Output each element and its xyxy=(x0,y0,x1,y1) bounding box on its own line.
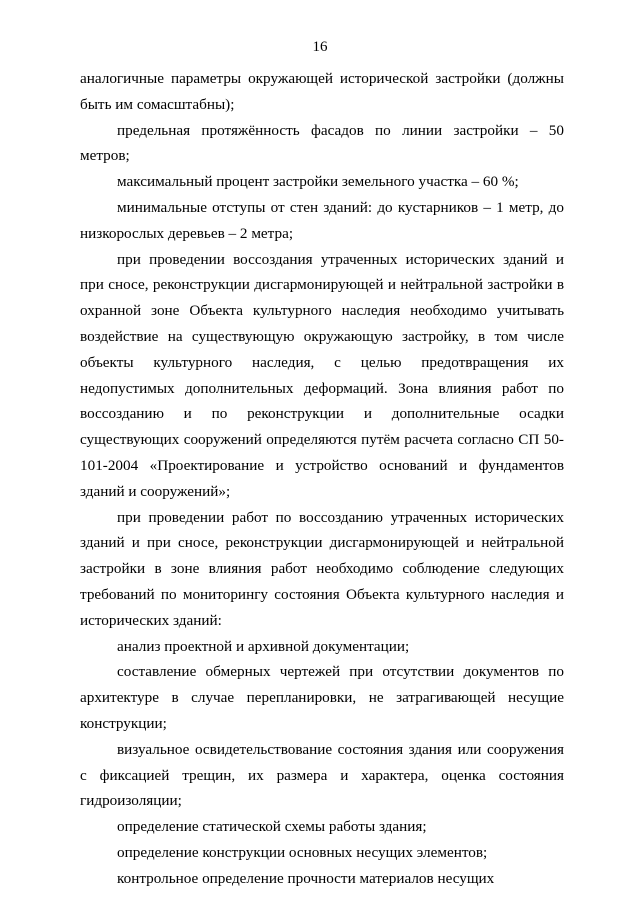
paragraph-list-item-drawings: составление обмерных чертежей при отсутствии документов по архитектуре в случае перепланировки, не затрагивающей несущие конструкции; xyxy=(80,663,564,732)
paragraph-building-percent: максимальный процент застройки земельного участка – 60 %; xyxy=(117,173,519,191)
document-body xyxy=(80,66,564,892)
page-number: 16 xyxy=(312,39,328,55)
paragraph-monitoring-requirements: при проведении работ по воссозданию утраченных исторических зданий и при сносе, реконструкции дисгармонирующей и нейтральной застройки в зоне влияния работ необходимо соблюдение следующих требований по мониторингу состояния Объекта культурного наследия и исторических зданий: xyxy=(80,508,564,629)
paragraph-list-item-strength: контрольное определение прочности материалов несущих xyxy=(117,869,495,887)
paragraph-facade-length: предельная протяжённость фасадов по линии застройки – 50 метров; xyxy=(80,121,564,165)
paragraph-list-item-static-scheme: определение статической схемы работы здания; xyxy=(117,818,427,836)
paragraph-list-item-structure: определение конструкции основных несущих элементов; xyxy=(117,843,488,861)
paragraph-reconstruction-impact: при проведении воссоздания утраченных исторических зданий и при сносе, реконструкции дисгармонирующей и нейтральной застройки в охранной зоне Объекта культурного наследия необходимо учитывать воздействие на существующую окружающую застройку, в том числе объекты культурного наследия, с целью предотвращения их недопустимых дополнительных деформаций. Зона влияния работ по воссозданию и по реконструкции и дополнительные осадки существующих сооружений определяются путём расчета согласно СП 50-101-2004 «Проектирование и устройство оснований и фундаментов зданий и сооружений»; xyxy=(80,250,564,500)
paragraph-list-item-analysis: анализ проектной и архивной документации; xyxy=(117,637,410,655)
paragraph-min-setbacks: минимальные отступы от стен зданий: до кустарников – 1 метр, до низкорослых деревьев – 2 метра; xyxy=(80,198,564,242)
paragraph-list-item-inspection: визуальное освидетельствование состояния здания или сооружения с фиксацией трещин, их размера и характера, оценка состояния гидроизоляции; xyxy=(80,740,564,810)
paragraph-continuation: аналогичные параметры окружающей исторической застройки (должны быть им сомасштабны); xyxy=(80,70,564,113)
